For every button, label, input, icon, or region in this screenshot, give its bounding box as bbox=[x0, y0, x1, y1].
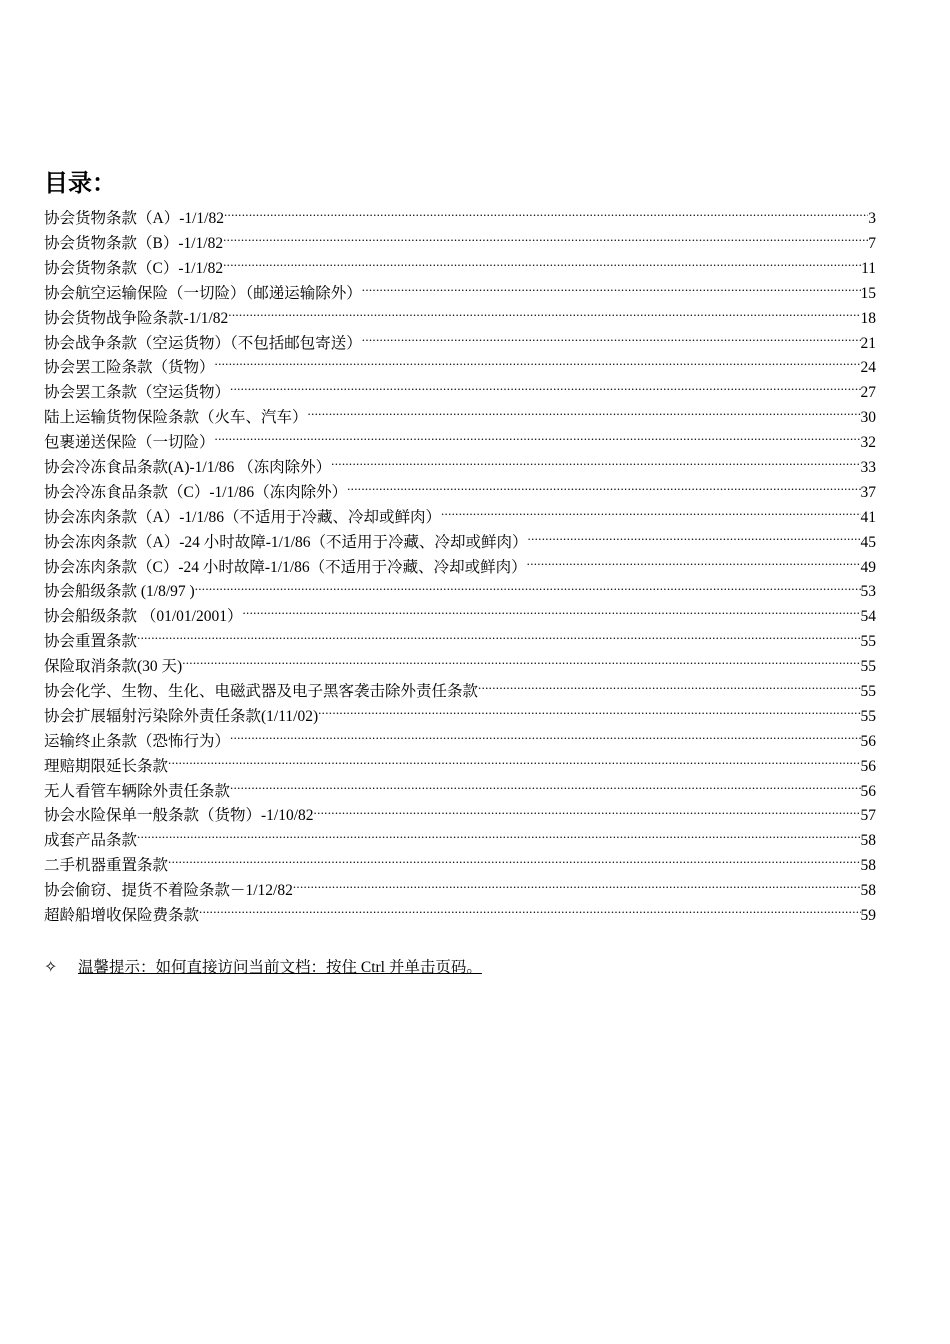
toc-entry-page-number[interactable]: 15 bbox=[860, 284, 876, 302]
dot-leader bbox=[331, 455, 860, 472]
toc-entry-title[interactable]: 协会船级条款 (1/8/97 ) bbox=[44, 583, 195, 601]
toc-entry-title[interactable]: 协会重置条款 bbox=[44, 633, 138, 651]
toc-entry-page-number[interactable]: 55 bbox=[860, 658, 876, 676]
toc-entry[interactable] bbox=[44, 330, 876, 355]
toc-entry-title[interactable]: 协会冷冻食品条款(A)-1/1/86 （冻肉除外） bbox=[44, 458, 332, 476]
toc-entry-title[interactable]: 协会货物战争险条款-1/1/82 bbox=[44, 309, 229, 327]
toc-entry-page-number[interactable]: 41 bbox=[860, 508, 876, 526]
dot-leader bbox=[137, 629, 860, 646]
toc-entry-title[interactable]: 协会罢工条款（空运货物） bbox=[44, 384, 231, 402]
toc-entry[interactable] bbox=[44, 853, 876, 878]
toc-entry-title[interactable]: 协会货物条款（B）-1/1/82 bbox=[44, 234, 224, 252]
dot-leader bbox=[362, 281, 861, 298]
toc-entry[interactable] bbox=[44, 380, 876, 405]
four-pointed-star-icon: ✧ bbox=[44, 957, 58, 976]
toc-entry-page-number[interactable]: 32 bbox=[860, 434, 876, 452]
toc-entry-title[interactable]: 协会冻肉条款（A）-24 小时故障-1/1/86（不适用于冷藏、冷却或鲜肉） bbox=[44, 533, 528, 551]
toc-entry-title[interactable]: 包裹递送保险（一切险） bbox=[44, 434, 215, 452]
toc-entry[interactable] bbox=[44, 754, 876, 779]
toc-entry-title[interactable]: 协会化学、生物、生化、电磁武器及电子黑客袭击除外责任条款 bbox=[44, 682, 479, 700]
dot-leader bbox=[228, 306, 860, 323]
toc-entry-title[interactable]: 无人看管车辆除外责任条款 bbox=[44, 782, 231, 800]
dot-leader bbox=[528, 530, 861, 547]
dot-leader bbox=[230, 778, 860, 795]
toc-entry[interactable] bbox=[44, 505, 876, 530]
dot-leader bbox=[215, 430, 861, 447]
toc-entry-title[interactable]: 运输终止条款（恐怖行为） bbox=[44, 732, 231, 750]
toc-entry-page-number[interactable]: 59 bbox=[860, 906, 876, 924]
toc-entry-page-number[interactable]: 11 bbox=[861, 259, 876, 277]
dot-leader bbox=[441, 505, 861, 522]
toc-entry-page-number[interactable]: 30 bbox=[860, 409, 876, 427]
dot-leader bbox=[182, 654, 860, 671]
dot-leader bbox=[478, 679, 860, 696]
dot-leader bbox=[347, 480, 860, 497]
toc-entry-title[interactable]: 协会水险保单一般条款（货物）-1/10/82 bbox=[44, 807, 314, 825]
dot-leader bbox=[215, 355, 861, 372]
tip-text[interactable]: 温馨提示：如何直接访问当前文档：按住 Ctrl 并单击页码。 bbox=[78, 959, 482, 976]
dot-leader bbox=[308, 405, 861, 422]
toc-entry-page-number[interactable]: 18 bbox=[860, 309, 876, 327]
toc-entry[interactable] bbox=[44, 480, 876, 505]
toc-entry-page-number[interactable]: 57 bbox=[860, 807, 876, 825]
toc-entry[interactable] bbox=[44, 878, 876, 903]
toc-heading: 目录： bbox=[44, 169, 116, 197]
dot-leader bbox=[230, 729, 860, 746]
toc-entry-page-number[interactable]: 3 bbox=[868, 210, 876, 228]
toc-entry-title[interactable]: 协会扩展辐射污染除外责任条款(1/11/02) bbox=[44, 707, 319, 725]
dot-leader bbox=[223, 256, 861, 273]
toc-entry[interactable] bbox=[44, 405, 876, 430]
toc-entry[interactable] bbox=[44, 654, 876, 679]
toc-entry[interactable] bbox=[44, 530, 876, 555]
toc-entry[interactable] bbox=[44, 778, 876, 803]
dot-leader bbox=[230, 380, 860, 397]
toc-entry-title[interactable]: 协会战争条款（空运货物）（不包括邮包寄送） bbox=[44, 334, 362, 352]
toc-entry-page-number[interactable]: 58 bbox=[860, 832, 876, 850]
dot-leader bbox=[318, 704, 860, 721]
toc-entry-title[interactable]: 协会船级条款 （01/01/2001） bbox=[44, 608, 243, 626]
toc-entry[interactable] bbox=[44, 455, 876, 480]
toc-entry-title[interactable]: 协会冻肉条款（A）-1/1/86（不适用于冷藏、冷却或鲜肉） bbox=[44, 508, 441, 526]
toc-entry[interactable] bbox=[44, 604, 876, 629]
dot-leader bbox=[168, 853, 860, 870]
toc-entry[interactable] bbox=[44, 554, 876, 579]
toc-entry-title[interactable]: 理赔期限延长条款 bbox=[44, 757, 169, 775]
dot-leader bbox=[362, 330, 861, 347]
toc-entry-title[interactable]: 保险取消条款(30 天) bbox=[44, 658, 183, 676]
toc-entry-title[interactable]: 协会货物条款（A）-1/1/82 bbox=[44, 210, 224, 228]
toc-entry-title[interactable]: 二手机器重置条款 bbox=[44, 857, 169, 875]
toc-entry[interactable] bbox=[44, 231, 876, 256]
toc-entry-title[interactable]: 协会冻肉条款（C）-24 小时故障-1/1/86（不适用于冷藏、冷却或鲜肉） bbox=[44, 558, 527, 576]
toc-entry-page-number[interactable]: 55 bbox=[860, 682, 876, 700]
dot-leader bbox=[527, 554, 861, 571]
toc-entry[interactable] bbox=[44, 430, 876, 455]
toc-entry-page-number[interactable]: 27 bbox=[860, 384, 876, 402]
toc-entry-page-number[interactable]: 37 bbox=[860, 483, 876, 501]
toc-entry-page-number[interactable]: 49 bbox=[860, 558, 876, 576]
dot-leader bbox=[224, 206, 868, 223]
dot-leader bbox=[243, 604, 861, 621]
toc-entry-title[interactable]: 协会货物条款（C）-1/1/82 bbox=[44, 259, 224, 277]
dot-leader bbox=[199, 903, 860, 920]
toc-entry-title[interactable]: 超龄船增收保险费条款 bbox=[44, 906, 200, 924]
toc-entry-page-number[interactable]: 55 bbox=[860, 633, 876, 651]
toc-entry[interactable] bbox=[44, 729, 876, 754]
toc-entry-page-number[interactable]: 21 bbox=[860, 334, 876, 352]
toc-entry-title[interactable]: 协会冷冻食品条款（C）-1/1/86（冻肉除外） bbox=[44, 483, 348, 501]
toc-entry[interactable] bbox=[44, 903, 876, 928]
toc-entry[interactable] bbox=[44, 629, 876, 654]
table-of-contents bbox=[44, 206, 876, 928]
toc-entry[interactable] bbox=[44, 206, 876, 231]
toc-entry[interactable] bbox=[44, 281, 876, 306]
toc-entry-page-number[interactable]: 7 bbox=[868, 234, 876, 252]
dot-leader bbox=[195, 579, 861, 596]
dot-leader bbox=[314, 803, 861, 820]
toc-entry[interactable] bbox=[44, 679, 876, 704]
dot-leader bbox=[293, 878, 861, 895]
toc-entry[interactable] bbox=[44, 355, 876, 380]
toc-entry-title[interactable]: 协会偷窃、提货不着险条款－1/12/82 bbox=[44, 882, 293, 900]
toc-entry[interactable] bbox=[44, 828, 876, 853]
toc-entry-page-number[interactable]: 33 bbox=[860, 458, 876, 476]
toc-entry-page-number[interactable]: 56 bbox=[860, 757, 876, 775]
toc-entry-title[interactable]: 协会罢工险条款（货物） bbox=[44, 359, 215, 377]
toc-entry[interactable] bbox=[44, 579, 876, 604]
toc-entry-page-number[interactable]: 56 bbox=[860, 782, 876, 800]
toc-entry-page-number[interactable]: 58 bbox=[860, 857, 876, 875]
toc-entry-title[interactable]: 成套产品条款 bbox=[44, 832, 138, 850]
toc-entry-page-number[interactable]: 58 bbox=[860, 882, 876, 900]
dot-leader bbox=[137, 828, 860, 845]
toc-entry[interactable] bbox=[44, 256, 876, 281]
dot-leader bbox=[223, 231, 868, 248]
dot-leader bbox=[168, 754, 860, 771]
toc-entry-page-number[interactable]: 54 bbox=[860, 608, 876, 626]
toc-entry-page-number[interactable]: 24 bbox=[860, 359, 876, 377]
toc-entry[interactable] bbox=[44, 704, 876, 729]
toc-entry-page-number[interactable]: 55 bbox=[860, 707, 876, 725]
toc-entry-page-number[interactable]: 53 bbox=[860, 583, 876, 601]
toc-entry[interactable] bbox=[44, 803, 876, 828]
toc-entry-page-number[interactable]: 45 bbox=[860, 533, 876, 551]
tip-line bbox=[44, 956, 482, 979]
toc-entry-title[interactable]: 协会航空运输保险（一切险）（邮递运输除外） bbox=[44, 284, 362, 302]
toc-entry-page-number[interactable]: 56 bbox=[860, 732, 876, 750]
toc-entry[interactable] bbox=[44, 306, 876, 331]
toc-entry-title[interactable]: 陆上运输货物保险条款（火车、汽车） bbox=[44, 409, 308, 427]
